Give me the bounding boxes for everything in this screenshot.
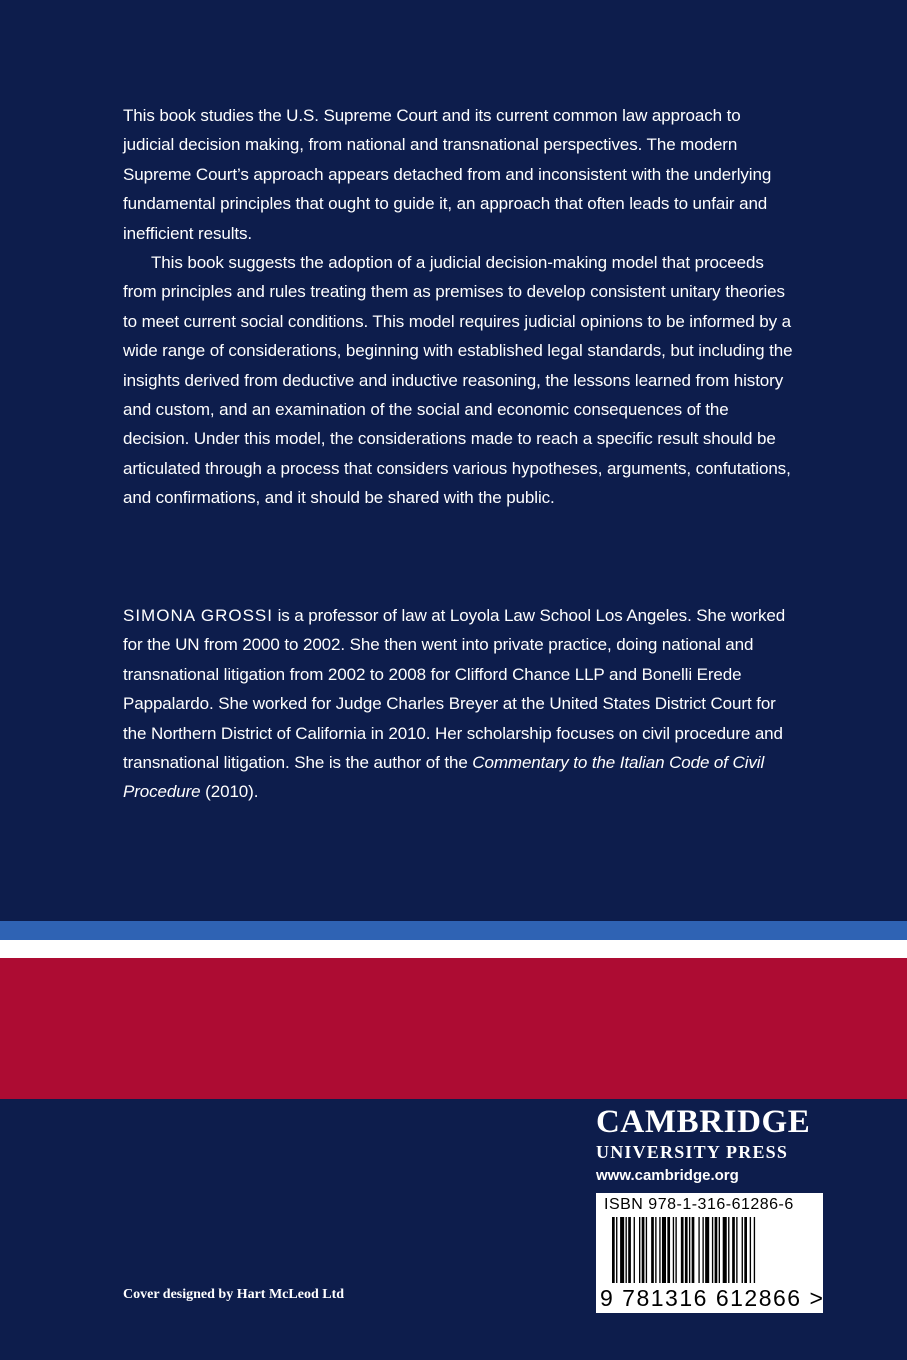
barcode-bar: [689, 1217, 690, 1283]
barcode-bar: [728, 1217, 729, 1283]
white-stripe: [0, 940, 907, 958]
barcode-bar: [712, 1217, 713, 1283]
barcode-bar: [620, 1217, 624, 1283]
barcode-bar: [685, 1217, 688, 1283]
barcode-bar: [639, 1217, 640, 1283]
barcode-bar: [662, 1217, 666, 1283]
barcode-bar: [744, 1217, 747, 1283]
barcode-bar: [673, 1217, 674, 1283]
author-book-title: Commentary to the Italian Code of Civil Procedure: [123, 753, 765, 802]
publisher-logo: [596, 1103, 824, 1187]
barcode-bar: [723, 1217, 727, 1283]
barcode-bar: [698, 1217, 699, 1283]
barcode-bar: [667, 1217, 670, 1283]
barcode-bar: [754, 1217, 755, 1283]
barcode-bar: [612, 1217, 615, 1283]
barcode-bar: [646, 1217, 647, 1283]
barcode-bar: [732, 1217, 735, 1283]
author-bio-text: is a professor of law at Loyola Law School Los Angeles. She worked for the UN from 2000 to 2002. She then went into private practice, doing national and transnational litigation from 2002 to 2008 for Clifford Chance LLP and Bonelli Erede Pappalardo. She worked for Judge Charles Breyer at the United States District Court for the Northern District of California in 2010. Her scholarship focuses on civil procedure and transnational litigation. She is the author of the: [123, 606, 786, 773]
publisher-url: www.cambridge.org: [596, 1167, 739, 1184]
author-bio: [123, 601, 793, 807]
barcode-bar: [651, 1217, 654, 1283]
author-name: SIMONA GROSSI: [123, 606, 273, 625]
isbn-barcode: [596, 1193, 823, 1313]
barcode-bar: [616, 1217, 617, 1283]
barcode-bar: [626, 1217, 627, 1283]
barcode-bar: [642, 1217, 645, 1283]
barcode-bar: [675, 1217, 676, 1283]
barcode-bar: [634, 1217, 635, 1283]
barcode-digits: 9 781316 612866 >: [600, 1285, 825, 1311]
barcode-bar: [692, 1217, 695, 1283]
description-paragraph-2: This book suggests the adoption of a judicial decision-making model that proceeds from principles and rules treating them as premises to develop consistent unitary theories to meet current social conditions. This model requires judicial opinions to be informed by a wide range of considerations, beginning with established legal standards, but including the insights derived from deductive and inductive reasoning, the lessons learned from history and custom, and an examination of the social and economic consequences of the decision. Under this model, the considerations made to reach a specific result should be articulated through a process that considers various hypotheses, arguments, confutations, and confirmations, and it should be shared with the public.: [123, 253, 793, 508]
red-band: [0, 958, 907, 1099]
book-description: [123, 101, 793, 513]
barcode-bar: [715, 1217, 718, 1283]
barcode-bar: [736, 1217, 737, 1283]
publisher-name: CAMBRIDGE: [596, 1104, 811, 1140]
barcode-bars: [602, 1217, 817, 1285]
author-book-year: (2010).: [200, 782, 259, 802]
publisher-subtitle: UNIVERSITY PRESS: [596, 1142, 789, 1162]
cover-design-credit: Cover designed by Hart McLeod Ltd: [123, 1287, 345, 1302]
blue-stripe: [0, 921, 907, 940]
isbn-label: ISBN 978-1-316-61286-6: [604, 1196, 794, 1213]
author-bio-paragraph: [123, 601, 793, 807]
barcode-bar: [628, 1217, 631, 1283]
barcode-bar: [655, 1217, 656, 1283]
barcode-bar: [702, 1217, 703, 1283]
description-paragraph-1: This book studies the U.S. Supreme Court and its current common law approach to judicial decision making, from national and transnational perspectives. The modern Supreme Court’s approach appears detached from and inconsistent with the underlying fundamental principles that ought to guide it, an approach that often leads to unfair and inefficient results.: [123, 106, 772, 243]
barcode-bar: [705, 1217, 709, 1283]
barcode-bar: [659, 1217, 660, 1283]
barcode-bar: [681, 1217, 684, 1283]
barcode-bar: [719, 1217, 720, 1283]
barcode-bar: [750, 1217, 751, 1283]
barcode-bar: [742, 1217, 743, 1283]
